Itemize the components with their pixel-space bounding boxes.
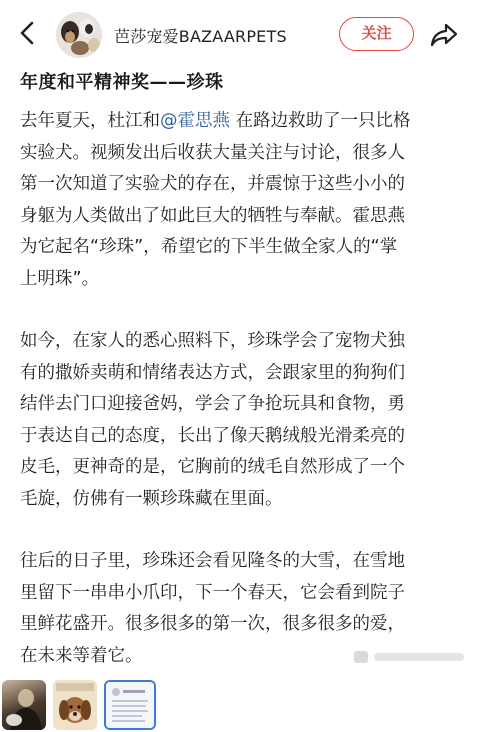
line-text: 第一次知道了实验犬的存在，并震惊于这些小小的 bbox=[20, 174, 405, 194]
text-line bbox=[20, 138, 468, 170]
avatar-dogs-image bbox=[56, 12, 102, 58]
text-line bbox=[20, 484, 468, 516]
post-title: 年度和平精神奖——珍珠 bbox=[20, 72, 224, 93]
text-line bbox=[20, 546, 468, 578]
thumbnail-dog-cover-image bbox=[53, 680, 97, 730]
top-bar bbox=[0, 0, 485, 62]
line-text: 往后的日子里，珍珠还会看见隆冬的大雪，在雪地 bbox=[20, 551, 405, 571]
text-line bbox=[20, 264, 468, 296]
line-text: 上明珠”。 bbox=[20, 268, 100, 289]
text-line bbox=[20, 169, 468, 201]
line-text: 身躯为人类做出了如此巨大的牺牲与奉献。霍思燕 bbox=[20, 205, 405, 226]
line-text: 里鲜花盛开。很多很多的第一次，很多很多的爱， bbox=[20, 614, 405, 634]
text-line bbox=[20, 326, 468, 358]
account-avatar[interactable] bbox=[56, 12, 102, 58]
user-mention-link[interactable]: @霍思燕 bbox=[160, 111, 230, 131]
line-text: 于表达自己的态度，长出了像天鹅绒般光滑柔亮的 bbox=[20, 425, 405, 446]
line-text: 实验犬。视频发出后收获大量关注与讨论，很多人 bbox=[20, 142, 405, 163]
text-line bbox=[20, 452, 468, 484]
thumbnail-text-page-image bbox=[106, 682, 154, 728]
thumbnail-photo-image bbox=[2, 680, 46, 730]
watermark bbox=[352, 644, 470, 670]
line-text: 去年夏天，杜江和 bbox=[20, 111, 160, 131]
line-text: 为它起名“珍珠”，希望它的下半生做全家人的“掌 bbox=[20, 237, 398, 257]
text-line bbox=[20, 201, 468, 233]
thumbnail-3-selected[interactable] bbox=[104, 680, 156, 730]
line-text: 毛旋，仿佛有一颗珍珠藏在里面。 bbox=[20, 488, 283, 509]
back-arrow-icon[interactable] bbox=[16, 20, 40, 46]
account-name[interactable]: 芭莎宠爱BAZAARPETS bbox=[114, 27, 287, 46]
text-line bbox=[20, 421, 468, 453]
text-line bbox=[20, 609, 468, 641]
paragraph-1 bbox=[20, 106, 468, 295]
text-line bbox=[20, 578, 468, 610]
text-line bbox=[20, 358, 468, 390]
follow-button[interactable]: 关注 bbox=[339, 17, 414, 51]
line-text: 在未来等着它。 bbox=[20, 645, 143, 666]
line-text: 在路边救助了一只比格 bbox=[230, 111, 411, 131]
line-text: 结伴去门口迎接爸妈，学会了争抢玩具和食物，勇 bbox=[20, 394, 405, 414]
share-icon[interactable] bbox=[430, 22, 458, 48]
text-line bbox=[20, 232, 468, 264]
paragraph-2 bbox=[20, 326, 468, 515]
line-text: 皮毛，更神奇的是，它胸前的绒毛自然形成了一个 bbox=[20, 457, 405, 477]
thumbnail-2[interactable] bbox=[53, 680, 97, 730]
line-text: 如今，在家人的悉心照料下，珍珠学会了宠物犬独 bbox=[20, 331, 405, 351]
line-text: 里留下一串串小爪印，下一个春天，它会看到院子 bbox=[20, 582, 405, 603]
text-line bbox=[20, 389, 468, 421]
line-text: 有的撒娇卖萌和情绪表达方式，会跟家里的狗狗们 bbox=[20, 362, 405, 383]
text-line bbox=[20, 106, 468, 138]
thumbnail-1[interactable] bbox=[2, 680, 46, 730]
